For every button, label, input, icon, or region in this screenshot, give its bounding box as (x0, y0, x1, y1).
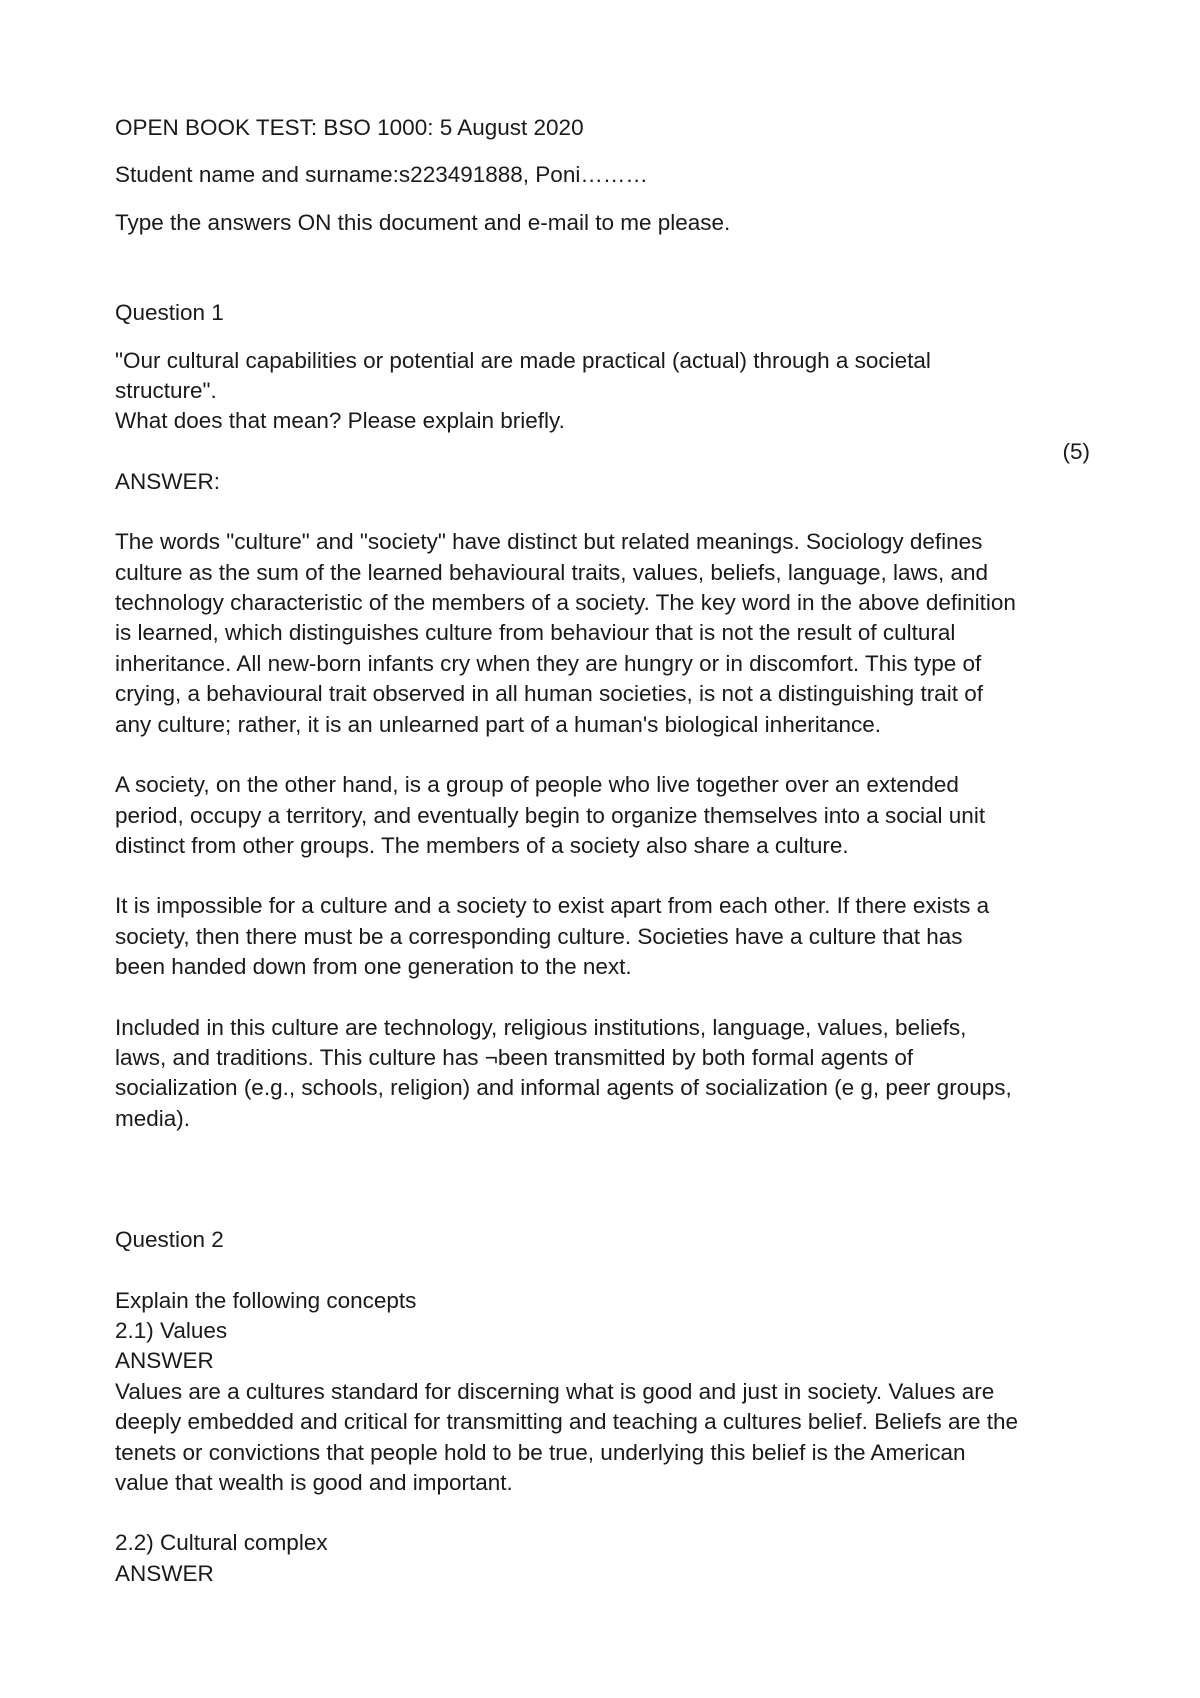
question-1-prompt: "Our cultural capabilities or potential are made practical (actual) through a societal structure". What does that mean? Please explain briefly. (115, 347, 931, 434)
question-2-intro: Explain the following concepts (115, 1287, 417, 1313)
document-body (115, 113, 1090, 1589)
student-name-line: Student name and surname:s223491888, Poni……… (115, 162, 648, 188)
question-1-heading: Question 1 (115, 300, 224, 326)
question-2-1-label: 2.1) Values (115, 1317, 228, 1343)
question-2-2-label: 2.2) Cultural complex (115, 1530, 328, 1556)
question-2-heading: Question 2 (115, 1227, 224, 1253)
question-2-1-answer: Values are a cultures standard for discerning what is good and just in society. Values are deeply embedded and critical for transmitting and teaching a cultures belief. Beliefs are the tenets or convictions that people hold to be true, underlying this belief is the American value that wealth is good and important. (115, 1378, 1019, 1495)
question-1-marks: (5) (1062, 438, 1090, 464)
answer-paragraph: The words "culture" and "society" have distinct but related meanings. Sociology defines culture as the sum of the learned behavioural traits, values, beliefs, language, laws, and technology characteristic of the members of a society. The key word in the above definition is learned, which distinguishes culture from behaviour that is not the result of cultural inheritance. All new-born infants cry when they are hungry or in discomfort. This type of crying, a behavioural trait observed in all human societies, is not a distinguishing trait of any culture; rather, it is an unlearned part of a human's biological inheritance. (115, 529, 1016, 737)
answer-paragraph: It is impossible for a culture and a society to exist apart from each other. If there exists a society, then there must be a corresponding culture. Societies have a culture that has been handed down from one generation to the next. (115, 893, 990, 980)
test-title: OPEN BOOK TEST: BSO 1000: 5 August 2020 (115, 115, 584, 140)
answer-paragraph: A society, on the other hand, is a group of people who live together over an extended period, occupy a territory, and eventually begin to organize themselves into a social unit distinct from other groups. The members of a society also share a culture. (115, 772, 986, 858)
question-2-1-answer-label: ANSWER (115, 1348, 214, 1374)
instruction-line: Type the answers ON this document and e-mail to me please. (115, 209, 731, 235)
question-2-2-answer-label: ANSWER (115, 1560, 214, 1586)
answer-paragraph: Included in this culture are technology, religious institutions, language, values, beliefs, laws, and traditions. This culture has ¬been transmitted by both formal agents of socialization (e.g., schools, religion) and informal agents of socialization (e g, peer groups, media). (115, 1014, 1012, 1131)
question-1-answer-label: ANSWER: (115, 468, 221, 494)
